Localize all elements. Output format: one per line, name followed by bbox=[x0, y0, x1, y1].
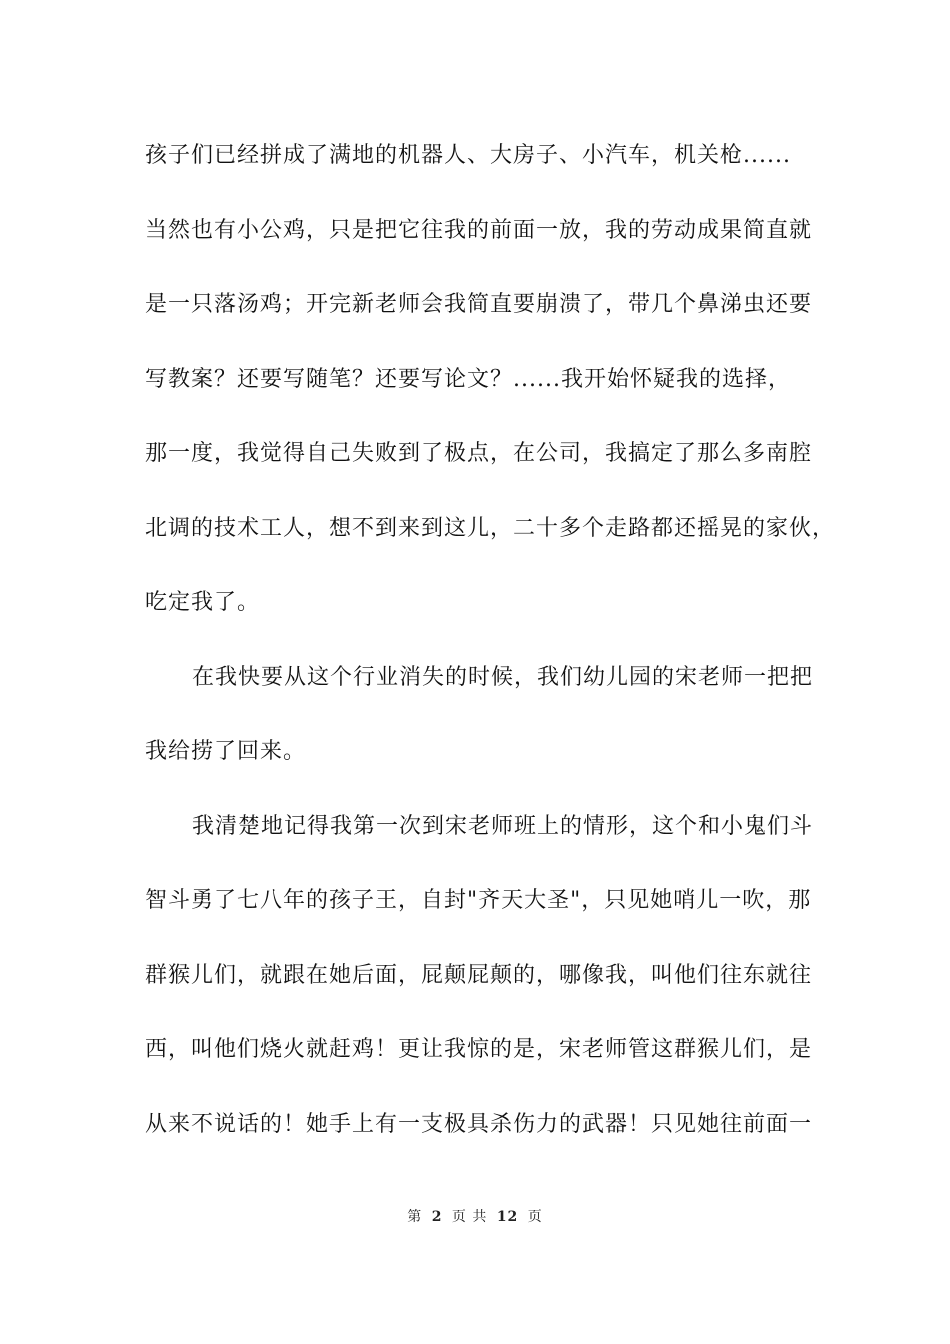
footer-total-pages: 12 bbox=[496, 1209, 519, 1225]
text-line-5: 那一度，我觉得自己失败到了极点，在公司，我搞定了那么多南腔 bbox=[145, 441, 813, 466]
text-line-2: 当然也有小公鸡，只是把它往我的前面一放，我的劳动成果简直就 bbox=[145, 217, 813, 243]
body-text bbox=[145, 136, 836, 1179]
text-line-10: 我清楚地记得我第一次到宋老师班上的情形，这个和小鬼们斗 bbox=[192, 813, 814, 839]
text-line-8: 在我快要从这个行业消失的时候，我们幼儿园的宋老师一把把 bbox=[192, 664, 814, 690]
text-line-3: 是一只落汤鸡；开完新老师会我简直要崩溃了，带几个鼻涕虫还要 bbox=[145, 292, 813, 317]
text-line-4: 写教案？还要写随笔？还要写论文？......我开始怀疑我的选择， bbox=[145, 366, 791, 392]
footer-middle: 页 共 bbox=[451, 1209, 488, 1225]
footer-page-number: 2 bbox=[431, 1209, 443, 1225]
text-line-13: 西，叫他们烧火就赶鸡！更让我惊的是，宋老师管这群猴儿们，是 bbox=[145, 1037, 813, 1062]
text-line-12: 群猴儿们，就跟在她后面，屁颠屁颠的，哪像我，叫他们往东就往 bbox=[145, 962, 813, 988]
text-line-1: 孩子们已经拼成了满地的机器人、大房子、小汽车，机关枪...... bbox=[145, 143, 791, 168]
page-footer bbox=[0, 1206, 950, 1226]
text-line-6: 北调的技术工人，想不到来到这儿，二十多个走路都还摇晃的家伙， bbox=[145, 515, 836, 541]
footer-prefix: 第 bbox=[407, 1209, 423, 1225]
text-line-7: 吃定我了。 bbox=[145, 590, 261, 615]
text-line-11: 智斗勇了七八年的孩子王，自封"齐天大圣"，只见她哨儿一吹，那 bbox=[145, 888, 812, 913]
text-line-9: 我给捞了回来。 bbox=[145, 739, 307, 764]
text-line-14: 从来不说话的！她手上有一支极具杀伤力的武器！只见她往前面一 bbox=[145, 1111, 813, 1137]
footer-suffix: 页 bbox=[527, 1209, 543, 1225]
